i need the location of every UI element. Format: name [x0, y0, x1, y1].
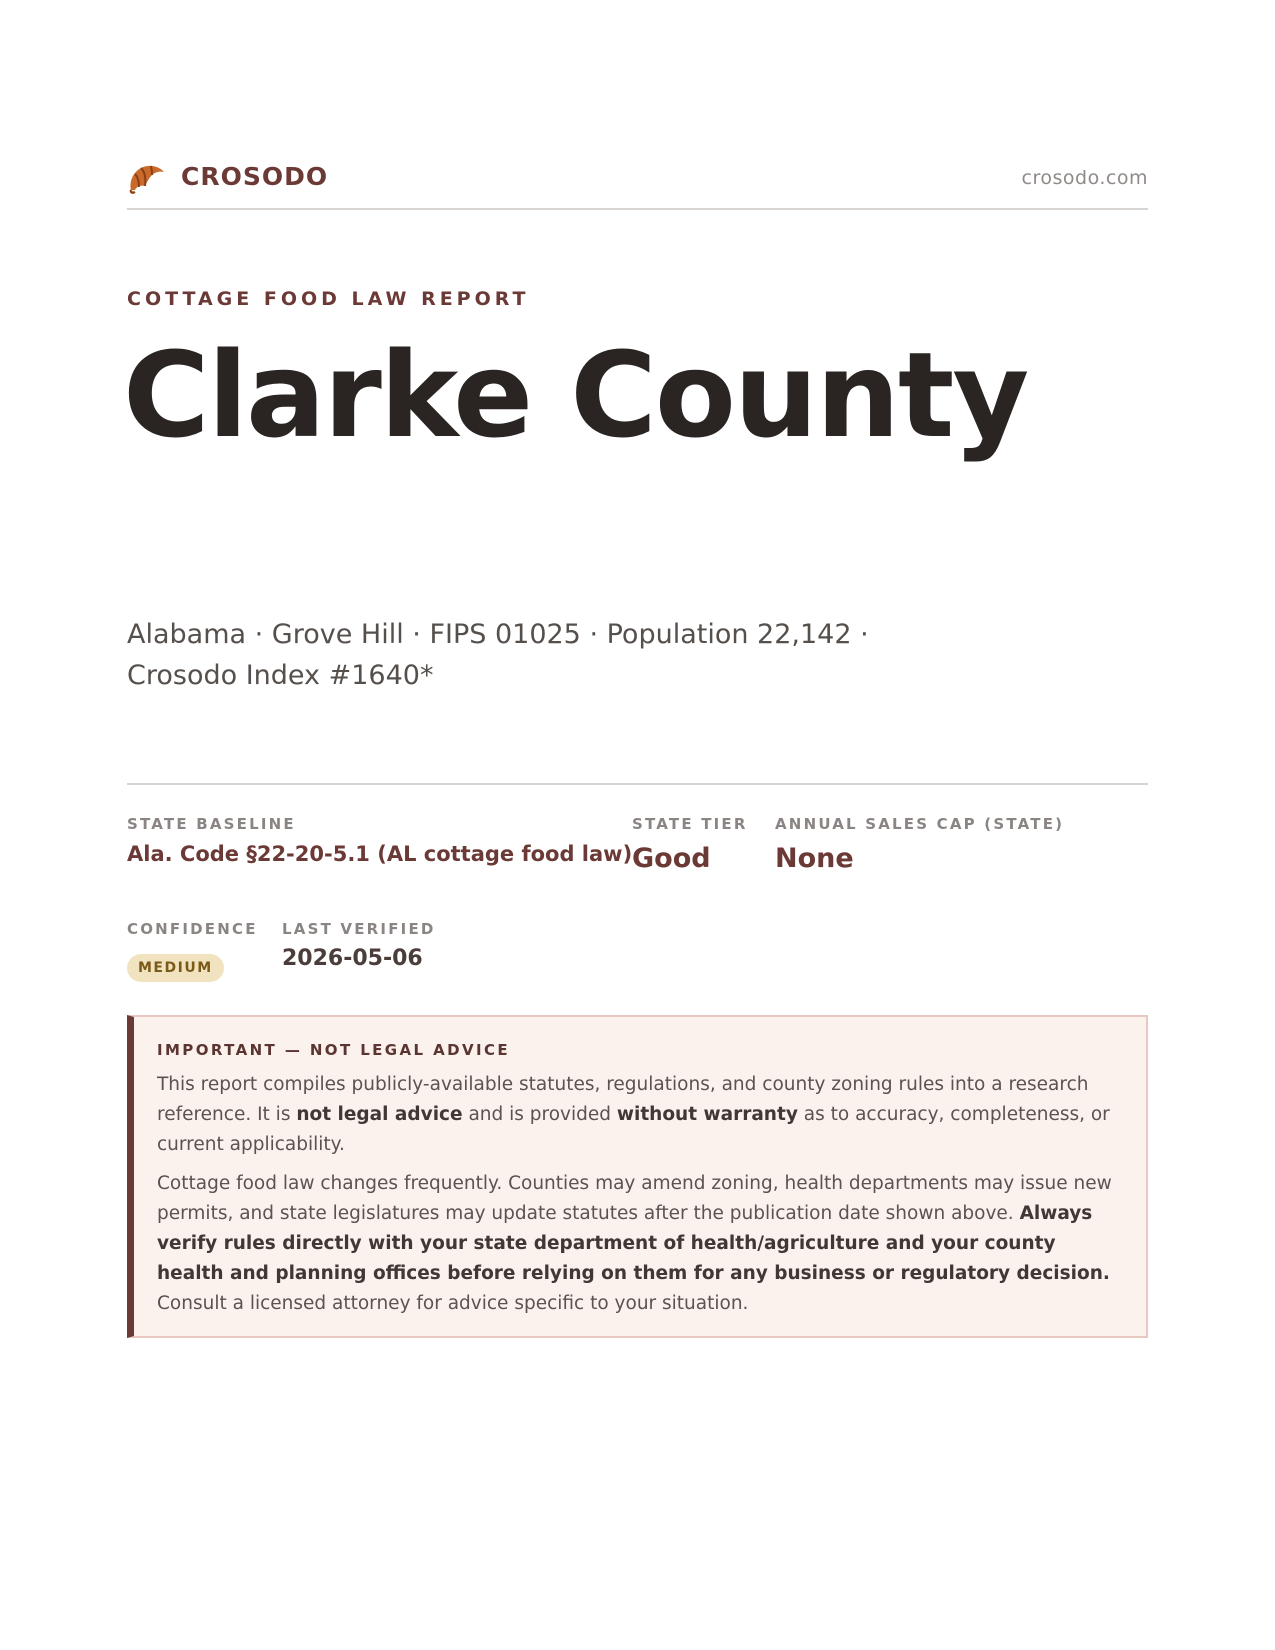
disclaimer-emphasis: without warranty [616, 1104, 798, 1125]
county-meta [127, 614, 887, 696]
state-baseline-label: STATE BASELINE [127, 815, 296, 833]
county-meta-line: Crosodo Index #1640* [127, 660, 434, 691]
disclaimer-text: This report compiles publicly-available statutes, regulations, and county zoning rules into a research reference. It is [157, 1074, 1089, 1125]
confidence-label: CONFIDENCE [127, 920, 258, 938]
disclaimer-text: Consult a licensed attorney for advice specific to your situation. [157, 1293, 749, 1314]
divider [127, 783, 1148, 785]
state-tier-value: Good [632, 843, 711, 874]
site-url[interactable]: crosodo.com [1021, 167, 1148, 189]
croissant-icon [127, 160, 167, 196]
sales-cap-value: None [775, 843, 854, 874]
brand-name: CROSODO [181, 162, 329, 191]
state-baseline-value: Ala. Code §22-20-5.1 (AL cottage food law) [127, 842, 633, 866]
disclaimer-text: as to accuracy, completeness, or current applicability. [157, 1104, 1110, 1155]
sales-cap-label: ANNUAL SALES CAP (STATE) [775, 815, 1065, 833]
disclaimer-text: Cottage food law changes frequently. Counties may amend zoning, health departments may issue new permits, and state legislatures may update statutes after the publication date shown above. [157, 1173, 1112, 1224]
report-eyebrow: COTTAGE FOOD LAW REPORT [127, 288, 530, 310]
confidence-badge: MEDIUM [127, 954, 224, 982]
disclaimer-emphasis: not legal advice [296, 1104, 463, 1125]
disclaimer-title: IMPORTANT — NOT LEGAL ADVICE [157, 1041, 511, 1059]
page-header [127, 158, 1148, 210]
county-meta-line: Alabama · Grove Hill · FIPS 01025 · Population 22,142 · [127, 619, 869, 650]
page-title: Clarke County [123, 326, 1028, 464]
disclaimer-emphasis: Always verify rules directly with your state department of health/agriculture and your county health and planning offices before relying on them for any business or regulatory decision. [157, 1203, 1110, 1284]
report-page [123, 0, 1148, 1650]
last-verified-value: 2026-05-06 [282, 946, 423, 971]
legal-disclaimer [127, 1015, 1148, 1338]
last-verified-label: LAST VERIFIED [282, 920, 436, 938]
state-tier-label: STATE TIER [632, 815, 748, 833]
disclaimer-text: and is provided [462, 1104, 617, 1125]
disclaimer-paragraph [157, 1070, 1127, 1160]
disclaimer-paragraph [157, 1169, 1127, 1319]
